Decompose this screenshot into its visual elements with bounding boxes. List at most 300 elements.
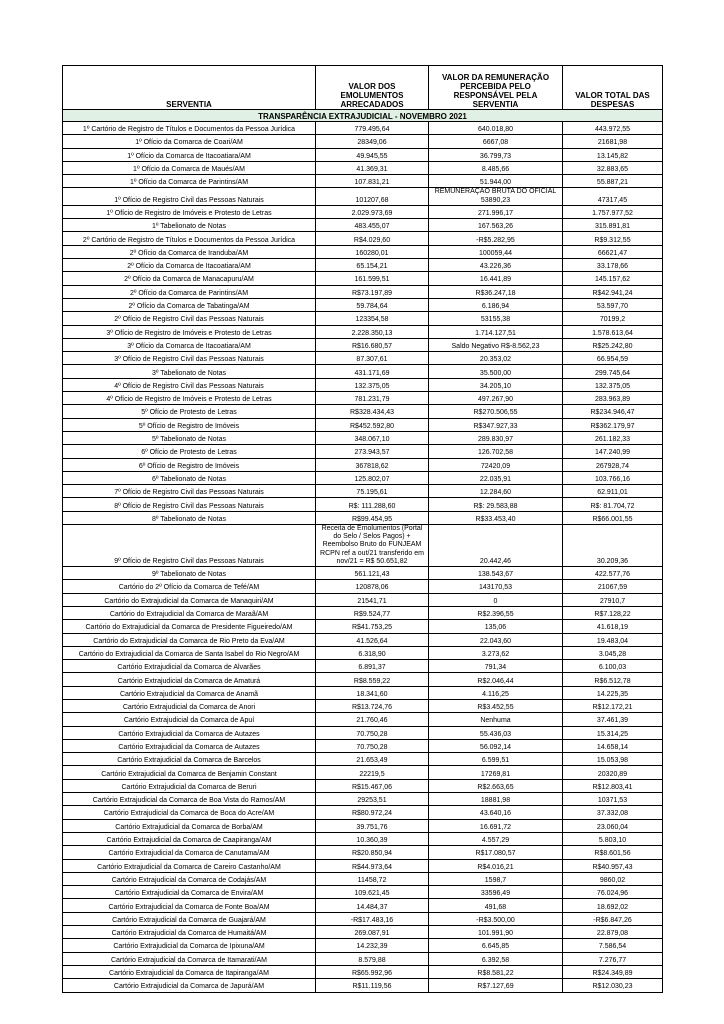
remuneracao-cell: R$8.581,22 xyxy=(429,965,563,978)
table-row xyxy=(63,272,663,285)
table-row xyxy=(63,352,663,365)
serventia-cell: Cartório Extrajudicial da Comarca de Amaturá xyxy=(63,673,316,686)
emolumentos-cell: 14.484,37 xyxy=(316,899,429,912)
serventia-cell: Cartório Extrajudicial da Comarca de Ipixuna/AM xyxy=(63,939,316,952)
table-row xyxy=(63,912,663,925)
despesas-cell: R$12.030,23 xyxy=(563,979,663,992)
serventia-cell: Cartório Extrajudicial da Comarca de Anamã xyxy=(63,686,316,699)
table-row xyxy=(63,285,663,298)
serventia-cell: 5º Ofício de Protesto de Letras xyxy=(63,405,316,418)
despesas-cell: 47317,45 xyxy=(563,188,663,205)
remuneracao-cell: 18881,98 xyxy=(429,793,563,806)
table-row xyxy=(63,793,663,806)
despesas-cell: 20320,89 xyxy=(563,766,663,779)
emolumentos-cell: 65.154,21 xyxy=(316,259,429,272)
emolumentos-cell: Receita de Emolumentos (Portal do Selo / Selos Pagos) + Reembolso Bruto do FUNJEAM RCPN ref a out/21 transferido em nov/21 = R$ 50.651,82 xyxy=(316,525,429,567)
table-row xyxy=(63,511,663,524)
serventia-cell: Cartório Extrajudicial da Comarca de Canutama/AM xyxy=(63,846,316,859)
table-row xyxy=(63,298,663,311)
table-row xyxy=(63,952,663,965)
remuneracao-cell: 791,34 xyxy=(429,660,563,673)
despesas-cell: 1.578.613,64 xyxy=(563,325,663,338)
emolumentos-cell: 21541,71 xyxy=(316,593,429,606)
remuneracao-cell: R$2.396,55 xyxy=(429,606,563,619)
emolumentos-cell: R$13.724,76 xyxy=(316,700,429,713)
despesas-cell: R$24.349,89 xyxy=(563,965,663,978)
serventia-cell: Cartório do Extrajudicial da Comarca de Maraã/AM xyxy=(63,606,316,619)
despesas-cell: 9860,02 xyxy=(563,872,663,885)
despesas-cell: 5.803,10 xyxy=(563,832,663,845)
remuneracao-cell: R$2.663,65 xyxy=(429,779,563,792)
serventia-cell: 9º Tabelionato de Notas xyxy=(63,567,316,580)
table-row xyxy=(63,245,663,258)
despesas-cell: 13.145,82 xyxy=(563,148,663,161)
despesas-cell: 15.314,25 xyxy=(563,726,663,739)
remuneracao-cell: 72420,09 xyxy=(429,458,563,471)
header-emolumentos: VALOR DOS EMOLUMENTOS ARRECADADOS xyxy=(316,66,429,110)
remuneracao-cell: 34.205,10 xyxy=(429,378,563,391)
table-row xyxy=(63,580,663,593)
serventia-cell: Cartório Extrajudicial da Comarca de Apuí xyxy=(63,713,316,726)
serventia-cell: 8º Ofício de Registro Civil das Pessoas Naturais xyxy=(63,498,316,511)
emolumentos-cell: 70.750,28 xyxy=(316,726,429,739)
title-row xyxy=(63,110,663,122)
emolumentos-cell: 21.760,46 xyxy=(316,713,429,726)
emolumentos-cell: 75.195,61 xyxy=(316,485,429,498)
table-row xyxy=(63,766,663,779)
remuneracao-cell: 6.599,51 xyxy=(429,753,563,766)
serventia-cell: Cartório Extrajudicial da Comarca de Benjamin Constant xyxy=(63,766,316,779)
emolumentos-cell: 109.621,45 xyxy=(316,886,429,899)
emolumentos-cell: R$16.680,57 xyxy=(316,338,429,351)
emolumentos-cell: 107.831,21 xyxy=(316,175,429,188)
despesas-cell: R$: 81.704,72 xyxy=(563,498,663,511)
despesas-cell: 261.182,33 xyxy=(563,431,663,444)
despesas-cell: R$6.512,78 xyxy=(563,673,663,686)
table-row xyxy=(63,365,663,378)
header-despesas: VALOR TOTAL DAS DESPESAS xyxy=(563,66,663,110)
remuneracao-cell: 43.226,36 xyxy=(429,259,563,272)
table-row xyxy=(63,161,663,174)
table-row xyxy=(63,418,663,431)
table-row xyxy=(63,819,663,832)
despesas-cell: 23.060,04 xyxy=(563,819,663,832)
serventia-cell: Cartório Extrajudicial da Comarca de Boca do Acre/AM xyxy=(63,806,316,819)
emolumentos-cell: -R$17.483,16 xyxy=(316,912,429,925)
header-remuneracao: VALOR DA REMUNERAÇÃO PERCEBIDA PELO RESPONSÁVEL PELA SERVENTIA xyxy=(429,66,563,110)
serventia-cell: Cartório do Extrajudicial da Comarca de Rio Preto da Eva/AM xyxy=(63,633,316,646)
emolumentos-cell: 348.067,10 xyxy=(316,431,429,444)
emolumentos-cell: R$65.992,96 xyxy=(316,965,429,978)
despesas-cell: 76.024,96 xyxy=(563,886,663,899)
table-row xyxy=(63,859,663,872)
despesas-cell: R$8.601,56 xyxy=(563,846,663,859)
emolumentos-cell: 41.369,31 xyxy=(316,161,429,174)
table-row xyxy=(63,219,663,232)
serventia-cell: 1º Cartório de Registro de Títulos e Documentos da Pessoa Jurídica xyxy=(63,122,316,135)
emolumentos-cell: R$: 111.288,60 xyxy=(316,498,429,511)
remuneracao-cell: -R$3.500,00 xyxy=(429,912,563,925)
table-row xyxy=(63,926,663,939)
table-row xyxy=(63,899,663,912)
despesas-cell: 1.757.977,52 xyxy=(563,205,663,218)
header-serventia: SERVENTIA xyxy=(63,66,316,110)
despesas-cell: R$12.172,21 xyxy=(563,700,663,713)
serventia-cell: 2º Ofício da Comarca de Iranduba/AM xyxy=(63,245,316,258)
remuneracao-cell: R$: 29.583,88 xyxy=(429,498,563,511)
remuneracao-cell: 138.543,67 xyxy=(429,567,563,580)
emolumentos-cell: 132.375,05 xyxy=(316,378,429,391)
despesas-cell: 21067,59 xyxy=(563,580,663,593)
table-row xyxy=(63,646,663,659)
emolumentos-cell: 59.784,64 xyxy=(316,298,429,311)
table-row xyxy=(63,886,663,899)
header-row xyxy=(63,66,663,110)
emolumentos-cell: 22219,5 xyxy=(316,766,429,779)
despesas-cell: R$25.242,80 xyxy=(563,338,663,351)
serventia-cell: Cartório Extrajudicial da Comarca de Japurá/AM xyxy=(63,979,316,992)
serventia-cell: Cartório Extrajudicial da Comarca de Guajará/AM xyxy=(63,912,316,925)
remuneracao-cell: 56.092,14 xyxy=(429,739,563,752)
table-row xyxy=(63,700,663,713)
serventia-cell: 2º Ofício de Registro Civil das Pessoas Naturais xyxy=(63,312,316,325)
remuneracao-cell: 126.702,58 xyxy=(429,445,563,458)
table-row xyxy=(63,806,663,819)
serventia-cell: Cartório Extrajudicial da Comarca de Autazes xyxy=(63,726,316,739)
remuneracao-cell: 55.436,03 xyxy=(429,726,563,739)
despesas-cell: 14.658,14 xyxy=(563,739,663,752)
remuneracao-cell: 640.018,80 xyxy=(429,122,563,135)
remuneracao-cell: 22.035,91 xyxy=(429,471,563,484)
remuneracao-cell: R$3.452,55 xyxy=(429,700,563,713)
serventia-cell: 5º Tabelionato de Notas xyxy=(63,431,316,444)
emolumentos-cell: 2.029.973,69 xyxy=(316,205,429,218)
remuneracao-cell: 53155,38 xyxy=(429,312,563,325)
emolumentos-cell: 367818,62 xyxy=(316,458,429,471)
despesas-cell: 18.692,02 xyxy=(563,899,663,912)
table-row xyxy=(63,525,663,567)
despesas-cell: 70199,2 xyxy=(563,312,663,325)
serventia-cell: 2º Ofício da Comarca de Tabatinga/AM xyxy=(63,298,316,311)
table-row xyxy=(63,325,663,338)
serventia-cell: 1º Ofício de Registro de Imóveis e Protesto de Letras xyxy=(63,205,316,218)
despesas-cell: 3.045,28 xyxy=(563,646,663,659)
emolumentos-cell: R$11.119,56 xyxy=(316,979,429,992)
emolumentos-cell: 29253,51 xyxy=(316,793,429,806)
emolumentos-cell: 161.599,51 xyxy=(316,272,429,285)
serventia-cell: Cartório do Extrajudicial da Comarca de Santa Isabel do Rio Negro/AM xyxy=(63,646,316,659)
despesas-cell: 62.911,01 xyxy=(563,485,663,498)
remuneracao-cell: R$270.506,55 xyxy=(429,405,563,418)
table-row xyxy=(63,673,663,686)
despesas-cell: 37.332,08 xyxy=(563,806,663,819)
despesas-cell: -R$6.847,26 xyxy=(563,912,663,925)
table-row xyxy=(63,392,663,405)
table-row xyxy=(63,148,663,161)
table-row xyxy=(63,205,663,218)
remuneracao-cell: 8.485,66 xyxy=(429,161,563,174)
table-row xyxy=(63,832,663,845)
table-row xyxy=(63,633,663,646)
emolumentos-cell: 70.750,28 xyxy=(316,739,429,752)
emolumentos-cell: 8.579,88 xyxy=(316,952,429,965)
despesas-cell: R$42.941,24 xyxy=(563,285,663,298)
emolumentos-cell: 21.653,49 xyxy=(316,753,429,766)
table-row xyxy=(63,122,663,135)
remuneracao-cell: 36.799,73 xyxy=(429,148,563,161)
table-row xyxy=(63,965,663,978)
emolumentos-cell: R$99.454,95 xyxy=(316,511,429,524)
table-row xyxy=(63,259,663,272)
table-row xyxy=(63,739,663,752)
serventia-cell: 2º Ofício da Comarca de Parintins/AM xyxy=(63,285,316,298)
despesas-cell: 19.483,04 xyxy=(563,633,663,646)
emolumentos-cell: 123354,58 xyxy=(316,312,429,325)
remuneracao-cell: R$17.080,57 xyxy=(429,846,563,859)
despesas-cell: 422.577,76 xyxy=(563,567,663,580)
table-row xyxy=(63,378,663,391)
remuneracao-cell: 6.186,94 xyxy=(429,298,563,311)
despesas-cell: R$7.128,22 xyxy=(563,606,663,619)
serventia-cell: 3º Tabelionato de Notas xyxy=(63,365,316,378)
emolumentos-cell: 87.307,61 xyxy=(316,352,429,365)
emolumentos-cell: R$73.197,89 xyxy=(316,285,429,298)
serventia-cell: Cartório Extrajudicial da Comarca de Careiro Castanho/AM xyxy=(63,859,316,872)
table-row xyxy=(63,686,663,699)
remuneracao-cell: 167.563,26 xyxy=(429,219,563,232)
emolumentos-cell: R$328.434,43 xyxy=(316,405,429,418)
serventia-cell: Cartório Extrajudicial da Comarca de Autazes xyxy=(63,739,316,752)
table-row xyxy=(63,713,663,726)
remuneracao-cell: R$33.453,40 xyxy=(429,511,563,524)
serventia-cell: 1º Ofício da Comarca de Coari/AM xyxy=(63,135,316,148)
emolumentos-cell: 561.121,43 xyxy=(316,567,429,580)
despesas-cell: 66.954,59 xyxy=(563,352,663,365)
serventia-cell: Cartório Extrajudicial da Comarca de Codajás/AM xyxy=(63,872,316,885)
serventia-cell: Cartório Extrajudicial da Comarca de Envira/AM xyxy=(63,886,316,899)
remuneracao-cell: 491,68 xyxy=(429,899,563,912)
emolumentos-cell: R$20.850,94 xyxy=(316,846,429,859)
table-row xyxy=(63,979,663,992)
table-row xyxy=(63,567,663,580)
remuneracao-cell: REMUNERAÇÃO BRUTA DO OFICIAL 53890,23 xyxy=(429,188,563,205)
despesas-cell: R$234.946,47 xyxy=(563,405,663,418)
emolumentos-cell: R$4.029,60 xyxy=(316,232,429,245)
remuneracao-cell: R$4.016,21 xyxy=(429,859,563,872)
emolumentos-cell: 273.943,57 xyxy=(316,445,429,458)
table-row xyxy=(63,846,663,859)
despesas-cell: 41.618,19 xyxy=(563,620,663,633)
remuneracao-cell: R$7.127,69 xyxy=(429,979,563,992)
remuneracao-cell: 101.991,90 xyxy=(429,926,563,939)
serventia-cell: 1º Ofício da Comarca de Itacoatiara/AM xyxy=(63,148,316,161)
table-row xyxy=(63,471,663,484)
remuneracao-cell: 289.830,97 xyxy=(429,431,563,444)
table-row xyxy=(63,405,663,418)
emolumentos-cell: 781.231,79 xyxy=(316,392,429,405)
remuneracao-cell: 1.714.127,51 xyxy=(429,325,563,338)
despesas-cell: 145.157,62 xyxy=(563,272,663,285)
remuneracao-cell: 51.944,00 xyxy=(429,175,563,188)
remuneracao-cell: 6.392,58 xyxy=(429,952,563,965)
serventia-cell: Cartório Extrajudicial da Comarca de Alvarães xyxy=(63,660,316,673)
serventia-cell: 3º Ofício de Registro Civil das Pessoas Naturais xyxy=(63,352,316,365)
serventia-cell: Cartório Extrajudicial da Comarca de Beruri xyxy=(63,779,316,792)
serventia-cell: Cartório Extrajudicial da Comarca de Boa Vista do Ramos/AM xyxy=(63,793,316,806)
remuneracao-cell: 143170,53 xyxy=(429,580,563,593)
despesas-cell: 6.100,03 xyxy=(563,660,663,673)
serventia-cell: 3º Ofício da Comarca de Itacoatiara/AM xyxy=(63,338,316,351)
remuneracao-cell: 20.353,02 xyxy=(429,352,563,365)
serventia-cell: Cartório Extrajudicial da Comarca de Humaitá/AM xyxy=(63,926,316,939)
despesas-cell: R$40.957,43 xyxy=(563,859,663,872)
serventia-cell: 6º Ofício de Protesto de Letras xyxy=(63,445,316,458)
table-row xyxy=(63,939,663,952)
remuneracao-cell: 17269,81 xyxy=(429,766,563,779)
emolumentos-cell: 125.802,07 xyxy=(316,471,429,484)
emolumentos-cell: 483.455,07 xyxy=(316,219,429,232)
despesas-cell: 443.972,55 xyxy=(563,122,663,135)
remuneracao-cell: Nenhuma xyxy=(429,713,563,726)
table-body xyxy=(63,122,663,993)
emolumentos-cell: 14.232,39 xyxy=(316,939,429,952)
despesas-cell: 147.240,99 xyxy=(563,445,663,458)
table-row xyxy=(63,312,663,325)
transparency-table xyxy=(62,65,663,993)
serventia-cell: Cartório do Extrajudicial da Comarca de Presidente Figueiredo/AM xyxy=(63,620,316,633)
serventia-cell: 1º Ofício da Comarca de Maués/AM xyxy=(63,161,316,174)
emolumentos-cell: 39.751,76 xyxy=(316,819,429,832)
table-row xyxy=(63,338,663,351)
serventia-cell: 3º Ofício de Registro de Imóveis e Protesto de Letras xyxy=(63,325,316,338)
remuneracao-cell: 3.273,62 xyxy=(429,646,563,659)
emolumentos-cell: R$80.972,24 xyxy=(316,806,429,819)
emolumentos-cell: R$9.524,77 xyxy=(316,606,429,619)
remuneracao-cell: 0 xyxy=(429,593,563,606)
remuneracao-cell: 135,06 xyxy=(429,620,563,633)
remuneracao-cell: 33596,49 xyxy=(429,886,563,899)
serventia-cell: 5º Ofício de Registro de Imóveis xyxy=(63,418,316,431)
despesas-cell: 66621,47 xyxy=(563,245,663,258)
table-row xyxy=(63,593,663,606)
emolumentos-cell: R$41.753,25 xyxy=(316,620,429,633)
remuneracao-cell: 16.441,89 xyxy=(429,272,563,285)
despesas-cell: 15.053,98 xyxy=(563,753,663,766)
table-row xyxy=(63,445,663,458)
serventia-cell: 4º Ofício de Registro de Imóveis e Protesto de Letras xyxy=(63,392,316,405)
serventia-cell: 1º Ofício de Registro Civil das Pessoas Naturais xyxy=(63,188,316,205)
serventia-cell: 1º Tabelionato de Notas xyxy=(63,219,316,232)
remuneracao-cell: 35.500,00 xyxy=(429,365,563,378)
despesas-cell: R$9.312,55 xyxy=(563,232,663,245)
remuneracao-cell: 16.691,72 xyxy=(429,819,563,832)
table-row xyxy=(63,431,663,444)
despesas-cell: 37.461,39 xyxy=(563,713,663,726)
emolumentos-cell: 431.171,69 xyxy=(316,365,429,378)
remuneracao-cell: 12.284,60 xyxy=(429,485,563,498)
remuneracao-cell: 43.640,16 xyxy=(429,806,563,819)
remuneracao-cell: 6.645,85 xyxy=(429,939,563,952)
serventia-cell: Cartório Extrajudicial da Comarca de Itapiranga/AM xyxy=(63,965,316,978)
emolumentos-cell: 6.318,90 xyxy=(316,646,429,659)
emolumentos-cell: 11458,72 xyxy=(316,872,429,885)
emolumentos-cell: R$44.973,64 xyxy=(316,859,429,872)
despesas-cell: 21681,98 xyxy=(563,135,663,148)
emolumentos-cell: 269.087,91 xyxy=(316,926,429,939)
remuneracao-cell: -R$5.282,95 xyxy=(429,232,563,245)
despesas-cell: 55.887,21 xyxy=(563,175,663,188)
serventia-cell: 6º Ofício de Registro de Imóveis xyxy=(63,458,316,471)
emolumentos-cell: R$8.559,22 xyxy=(316,673,429,686)
table-row xyxy=(63,753,663,766)
table-row xyxy=(63,188,663,205)
despesas-cell: 32.883,65 xyxy=(563,161,663,174)
despesas-cell: 7.276,77 xyxy=(563,952,663,965)
serventia-cell: 7º Ofício de Registro Civil das Pessoas Naturais xyxy=(63,485,316,498)
remuneracao-cell: 100059,44 xyxy=(429,245,563,258)
emolumentos-cell: 101207,68 xyxy=(316,188,429,205)
table-row xyxy=(63,232,663,245)
emolumentos-cell: 2.228.350,13 xyxy=(316,325,429,338)
despesas-cell: 299.745,64 xyxy=(563,365,663,378)
despesas-cell: 7.586,54 xyxy=(563,939,663,952)
emolumentos-cell: 120878,06 xyxy=(316,580,429,593)
serventia-cell: 4º Ofício de Registro Civil das Pessoas Naturais xyxy=(63,378,316,391)
despesas-cell: 315.891,81 xyxy=(563,219,663,232)
remuneracao-cell: 6667,08 xyxy=(429,135,563,148)
despesas-cell: R$362.179,97 xyxy=(563,418,663,431)
remuneracao-cell: 4.557,29 xyxy=(429,832,563,845)
serventia-cell: 2º Cartório de Registro de Títulos e Documentos da Pessoa Jurídica xyxy=(63,232,316,245)
remuneracao-cell: R$347.927,33 xyxy=(429,418,563,431)
table-row xyxy=(63,606,663,619)
remuneracao-cell: 4.116,25 xyxy=(429,686,563,699)
table-row xyxy=(63,620,663,633)
serventia-cell: 2º Ofício da Comarca de Itacoatiara/AM xyxy=(63,259,316,272)
table-row xyxy=(63,660,663,673)
despesas-cell: 22.879,08 xyxy=(563,926,663,939)
despesas-cell: 30.209,36 xyxy=(563,525,663,567)
serventia-cell: 9º Ofício de Registro Civil das Pessoas Naturais xyxy=(63,525,316,567)
despesas-cell: 267928,74 xyxy=(563,458,663,471)
remuneracao-cell: 271.996,17 xyxy=(429,205,563,218)
serventia-cell: 6º Tabelionato de Notas xyxy=(63,471,316,484)
table-title: TRANSPARÊNCIA EXTRAJUDICIAL - NOVEMBRO 2021 xyxy=(63,110,663,122)
remuneracao-cell: R$36.247,18 xyxy=(429,285,563,298)
despesas-cell: 10371,53 xyxy=(563,793,663,806)
table-row xyxy=(63,872,663,885)
serventia-cell: Cartório do 2º Ofício da Comarca de Tefé/AM xyxy=(63,580,316,593)
serventia-cell: Cartório Extrajudicial da Comarca de Barcelos xyxy=(63,753,316,766)
table-row xyxy=(63,175,663,188)
emolumentos-cell: 6.891,37 xyxy=(316,660,429,673)
table-row xyxy=(63,485,663,498)
serventia-cell: Cartório Extrajudicial da Comarca de Caapiranga/AM xyxy=(63,832,316,845)
despesas-cell: 132.375,05 xyxy=(563,378,663,391)
emolumentos-cell: R$452.592,80 xyxy=(316,418,429,431)
table-row xyxy=(63,779,663,792)
serventia-cell: 2º Ofício da Comarca de Manacapuru/AM xyxy=(63,272,316,285)
despesas-cell: 33.178,66 xyxy=(563,259,663,272)
remuneracao-cell: 22.043,60 xyxy=(429,633,563,646)
table-row xyxy=(63,458,663,471)
remuneracao-cell: Saldo Negativo R$-8.562,23 xyxy=(429,338,563,351)
serventia-cell: 8º Tabelionato de Notas xyxy=(63,511,316,524)
remuneracao-cell: 20.442,46 xyxy=(429,525,563,567)
despesas-cell: 14.225,35 xyxy=(563,686,663,699)
serventia-cell: Cartório Extrajudicial da Comarca de Fonte Boa/AM xyxy=(63,899,316,912)
despesas-cell: 27910,7 xyxy=(563,593,663,606)
